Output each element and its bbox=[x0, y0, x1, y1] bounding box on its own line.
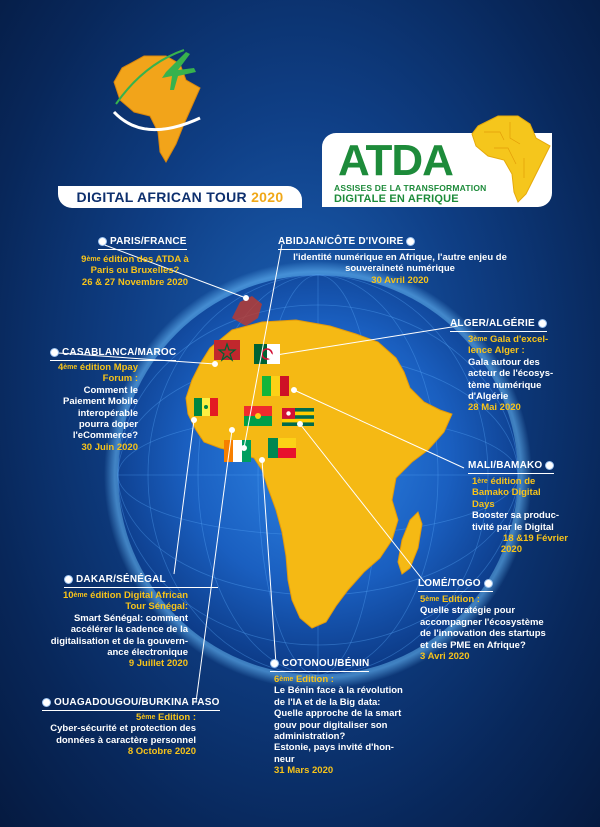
city-abidjan: ABIDJAN/CÔTE D'IVOIRE bbox=[278, 236, 415, 247]
city-cotonou: COTONOU/BÉNIN bbox=[270, 658, 369, 669]
event-casablanca-text: 4ème édition Mpay Forum : Comment le Paiement Mobile interopérable pourra doper l'eCommerce? 30 Juin 2020 bbox=[57, 362, 138, 453]
city-alger: ALGER/ALGÉRIE bbox=[450, 318, 547, 329]
city-casablanca: CASABLANCA/MAROC bbox=[50, 347, 176, 358]
event-dakar-text: 10ème édition Digital African Tour Sénégal: Smart Sénégal: comment accélérer la cadence de la digitalisation et de la gouvern- ance électronique 9 Juillet 2020 bbox=[50, 590, 188, 670]
event-lome-text: 5ème Edition : Quelle stratégie pour accompagner l'écosystème de l'innovation des startups et des PME en Afrique? 3 Avri 2020 bbox=[420, 594, 546, 663]
marker-dot-icon bbox=[270, 659, 279, 668]
atda-logo-subtitle-1: ASSISES DE LA TRANSFORMATION bbox=[334, 183, 487, 193]
flag-senegal bbox=[194, 398, 218, 416]
marker-dot-icon bbox=[42, 698, 51, 707]
flag-algeria bbox=[254, 344, 280, 364]
africa-plane-logo bbox=[104, 34, 214, 174]
marker-dot-icon bbox=[538, 319, 547, 328]
flag-mali bbox=[262, 376, 289, 396]
atda-logo-subtitle-2: DIGITALE EN AFRIQUE bbox=[334, 193, 459, 205]
title-bar bbox=[58, 186, 302, 208]
event-alger-text: 3ème Gala d'excel- lence Alger : Gala autour des acteur de l'écosys- tème numérique d'Algérie 28 Mai 2020 bbox=[468, 334, 554, 414]
marker-dot-icon bbox=[545, 461, 554, 470]
event-cotonou-text: 6ème Edition : Le Bénin face à la révolution de l'IA et de la Big data: Quelle approche de la smart gouv pour digitaliser son administration? Estonie, pays invité d'hon- neur 31 Mars 2020 bbox=[274, 674, 403, 777]
city-paris: PARIS/FRANCE bbox=[98, 236, 187, 247]
city-dakar: DAKAR/SÉNÉGAL bbox=[64, 574, 166, 585]
flag-morocco bbox=[214, 340, 240, 360]
atda-logo-word: ATDA bbox=[338, 136, 453, 185]
event-paris-text: 9ème édition des ATDA à Paris ou Bruxelles? 26 & 27 Novembre 2020 bbox=[81, 254, 189, 288]
city-mali: MALI/BAMAKO bbox=[468, 460, 554, 471]
marker-dot-icon bbox=[484, 579, 493, 588]
marker-dot-icon bbox=[406, 237, 415, 246]
marker-dot-icon bbox=[64, 575, 73, 584]
marker-dot-icon bbox=[50, 348, 59, 357]
atda-africa-icon bbox=[470, 108, 556, 204]
event-abidjan-text: l'identité numérique en Afrique, l'autre enjeu de souveraineté numérique 30 Avril 2020 bbox=[293, 252, 507, 286]
event-ouagadougou-text: 5ème Edition : Cyber-sécurité et protection des données à caractère personnel 8 Octobre 2020 bbox=[50, 712, 196, 758]
city-ouagadougou: OUAGADOUGOU/BURKINA FASO bbox=[42, 697, 220, 708]
page-title: DIGITAL AFRICAN TOUR 2020 bbox=[76, 189, 284, 205]
flag-benin bbox=[268, 438, 296, 458]
marker-dot-icon bbox=[98, 237, 107, 246]
event-mali-text: 1ère édition de Bamako Digital Days Booster sa produc- tivité par le Digital 18 &19 Février 2020 bbox=[472, 476, 568, 556]
city-lome: LOMÉ/TOGO bbox=[418, 578, 493, 589]
